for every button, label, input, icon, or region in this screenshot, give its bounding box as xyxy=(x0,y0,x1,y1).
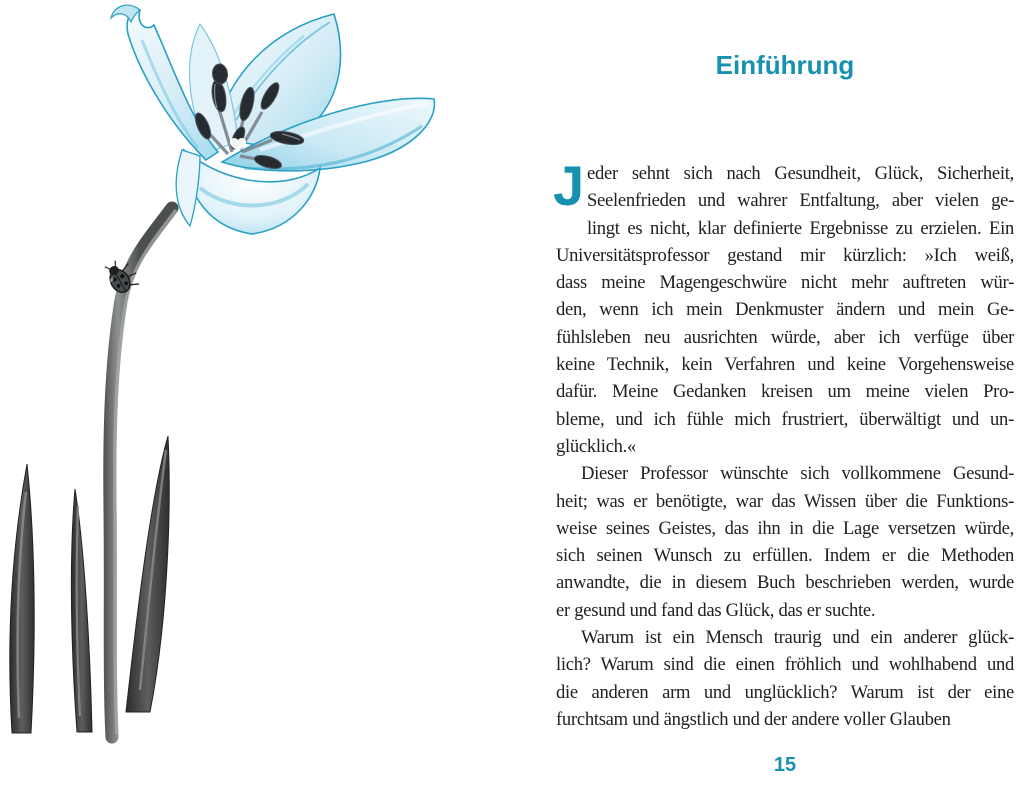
text-line: sich seinen Wunsch zu erfüllen. Indem er die Methoden xyxy=(556,545,1014,567)
text-line: Seelenfrieden und wahrer Entfaltung, aber vielen ge- xyxy=(587,190,1014,212)
text-line: Universitätsprofessor gestand mir kürzlich: »Ich weiß, xyxy=(556,244,1014,266)
grass-blade-left xyxy=(10,464,34,733)
chapter-heading: Einführung xyxy=(715,50,855,80)
page-number: 15 xyxy=(773,754,797,776)
text-line: anwandte, die in diesem Buch beschrieben werden, wurde xyxy=(556,572,1014,594)
text-line: die anderen arm und unglücklich? Warum ist der eine xyxy=(556,681,1014,703)
text-line: glücklich.« xyxy=(556,435,637,457)
tulip-flower xyxy=(111,5,434,234)
paragraph-1 xyxy=(553,154,1014,460)
text-line: fühlsleben neu ausrichten würde, aber ich verfüge über xyxy=(556,326,1014,348)
text-line: er gesund und fand das Glück, das er suchte. xyxy=(556,599,876,621)
petal-sepal-tip xyxy=(176,150,200,226)
paragraph-2 xyxy=(556,460,1014,624)
text-line: weise seines Geistes, das ihn in die Lage versetzen würde, xyxy=(556,517,1014,539)
text-line: keine Technik, kein Verfahren und keine Vorgehensweise xyxy=(556,354,1014,376)
grass-blade-right xyxy=(126,436,169,712)
text-line: heit; was er benötigte, war das Wissen über die Funktions- xyxy=(556,490,1014,512)
body-text xyxy=(553,154,1014,733)
right-page xyxy=(553,0,1014,789)
text-line: lingt es nicht, klar definierte Ergebnisse zu erzielen. Ein xyxy=(587,217,1014,239)
paragraph-3 xyxy=(556,624,1014,733)
text-line: dafür. Meine Gedanken kreisen um meine vielen Pro- xyxy=(556,381,1014,403)
text-line: lich? Warum sind die einen fröhlich und wohlhabend und xyxy=(556,654,1014,676)
text-line: Warum ist ein Mensch traurig und ein anderer glück- xyxy=(581,627,1014,649)
text-line: eder sehnt sich nach Gesundheit, Glück, Sicherheit, xyxy=(587,163,1014,184)
text-line: den, wenn ich mein Denkmuster ändern und mein Ge- xyxy=(556,299,1014,321)
grass-blade-middle xyxy=(71,489,92,732)
text-line: dass meine Magengeschwüre nicht mehr auftreten wür- xyxy=(556,272,1014,294)
text-line: furchtsam und ängstlich und der andere voller Glauben xyxy=(556,708,951,730)
text-line: bleme, und ich fühle mich frustriert, überwältigt und un- xyxy=(556,408,1014,430)
text-line: Dieser Professor wünschte sich vollkommene Gesund- xyxy=(581,463,1014,485)
drop-cap: J xyxy=(553,154,584,217)
